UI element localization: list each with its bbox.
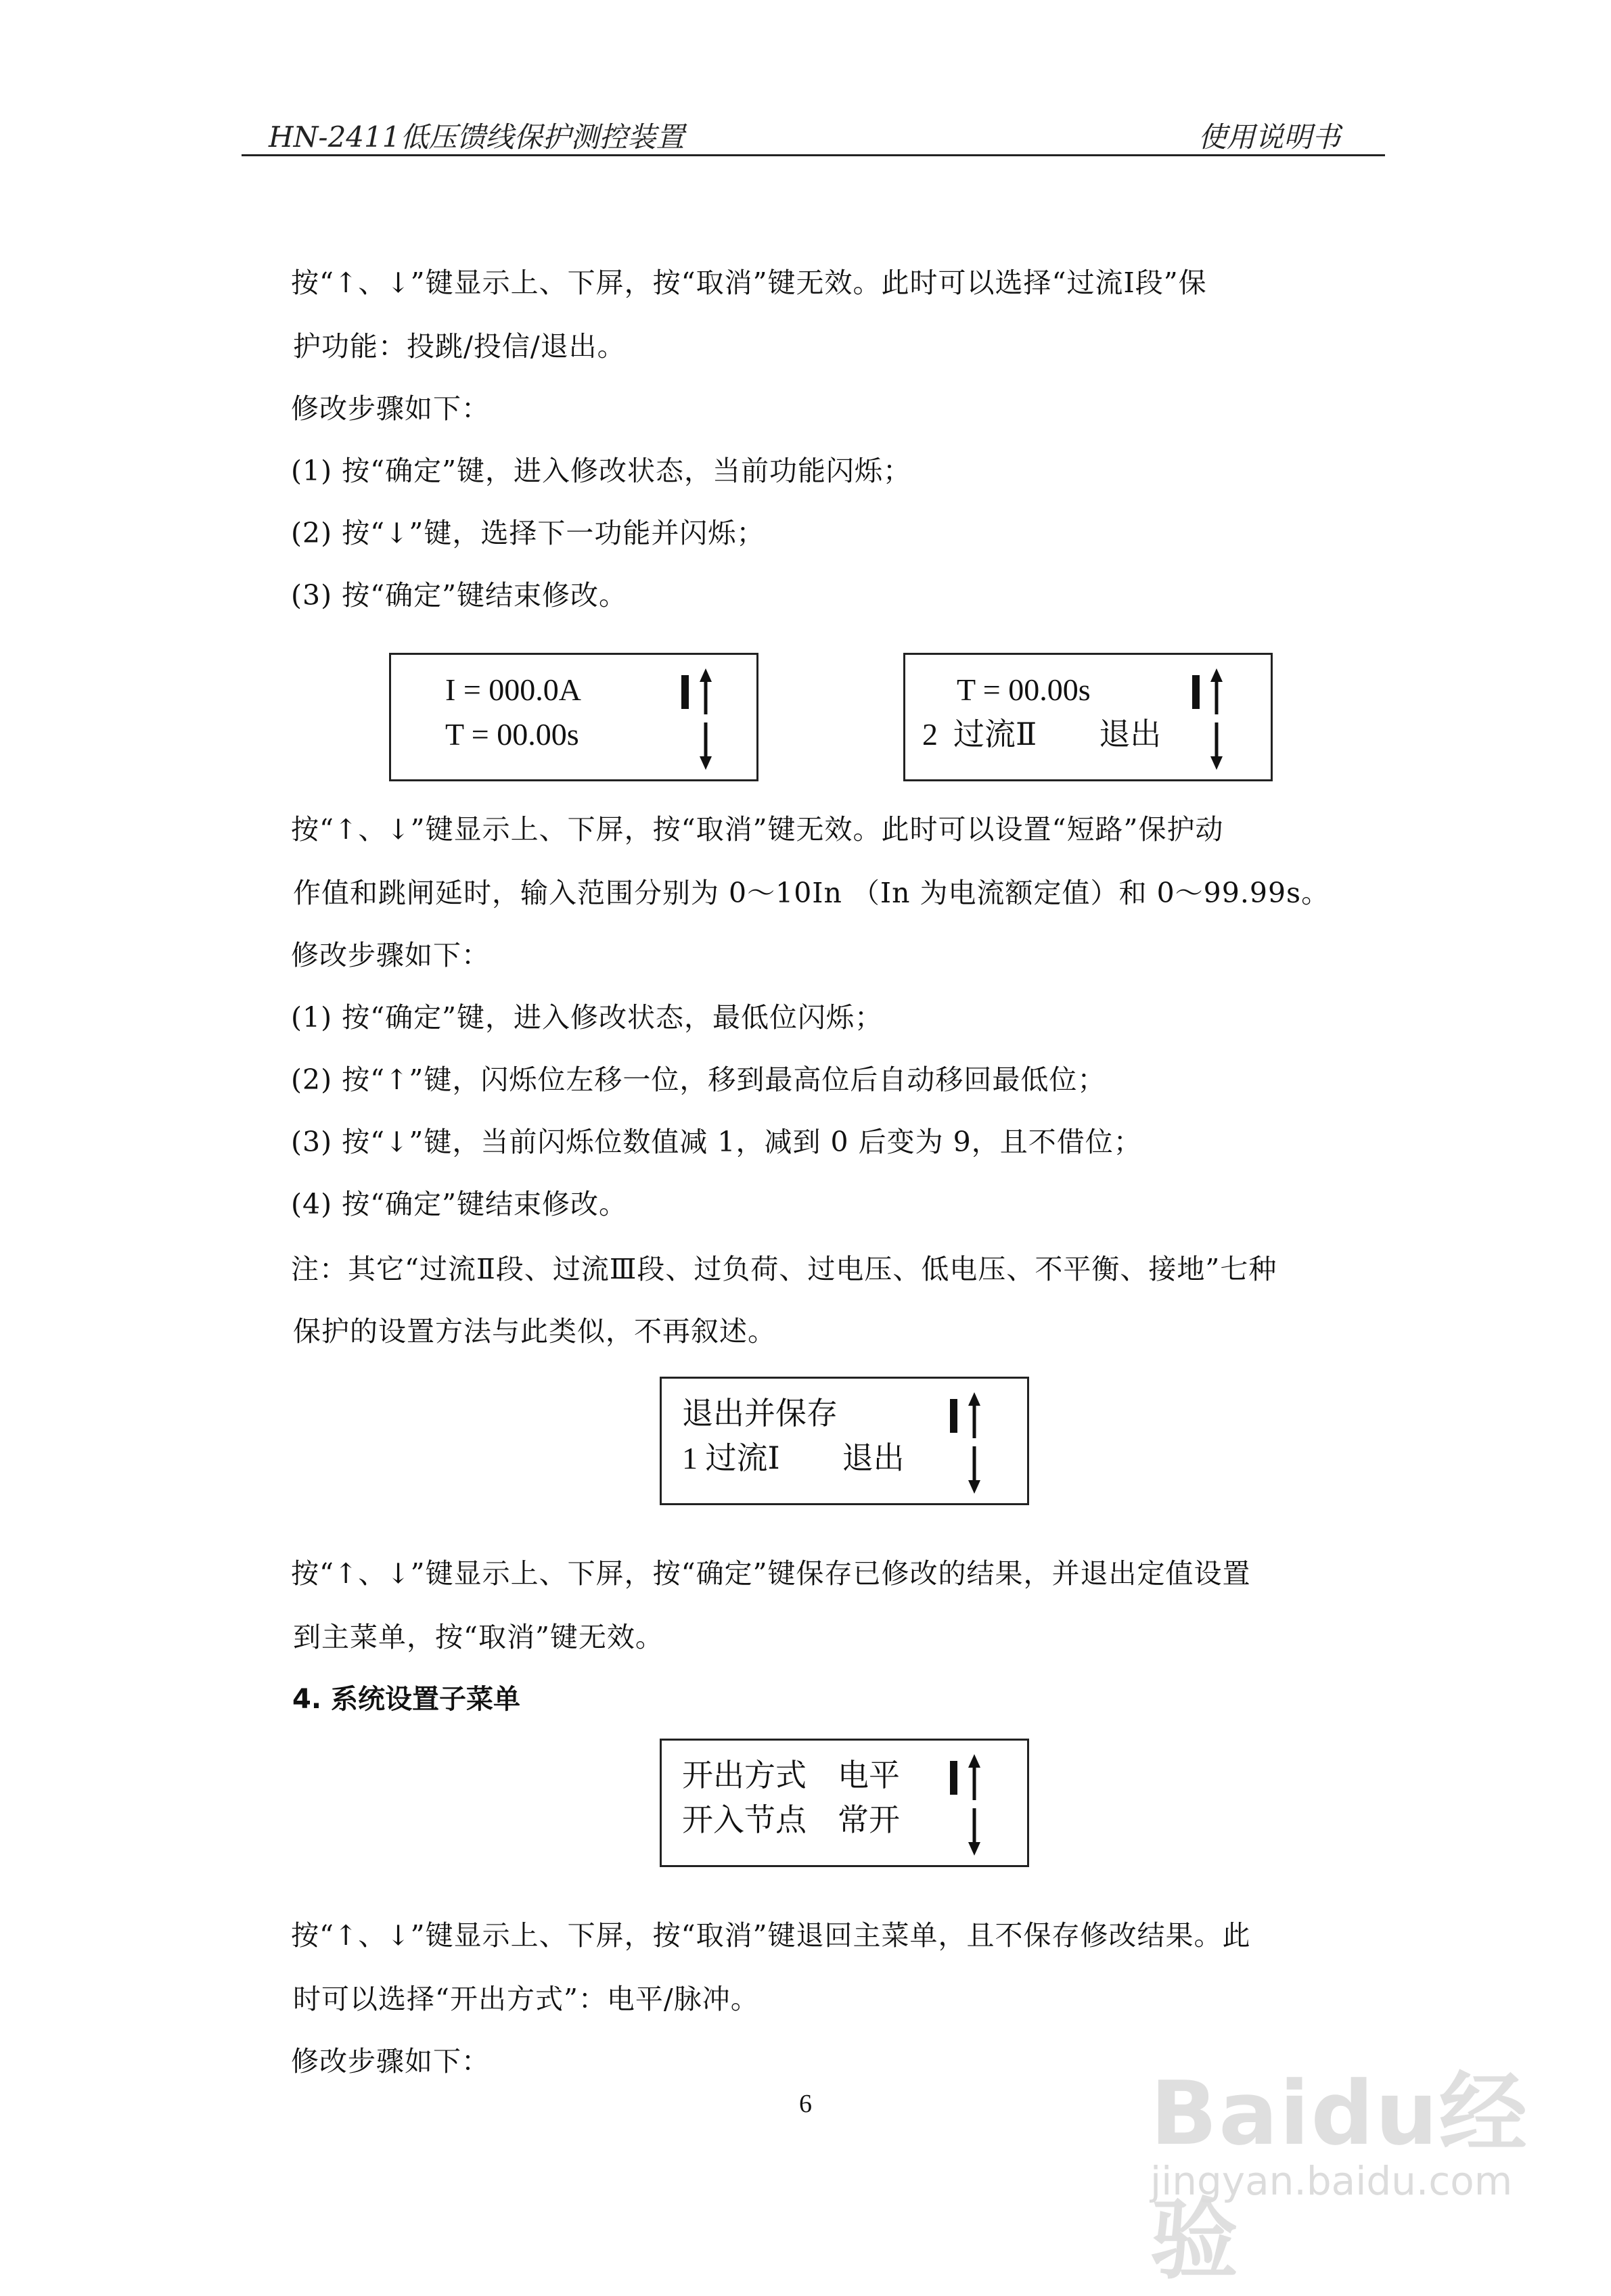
steps-title: 修改步骤如下： xyxy=(291,2045,490,2077)
step-item: (2) 按“↑”键，闪烁位左移一位，移到最高位后自动移回最低位； xyxy=(291,1063,1106,1096)
lcd-line-2: 2 过流Ⅱ 退出 xyxy=(922,717,1162,752)
lcd-line-2: 1 过流Ⅰ 退出 xyxy=(682,1441,905,1475)
section-heading: 4. 系统设置子菜单 xyxy=(292,1684,520,1715)
lcd-cursor xyxy=(1192,675,1200,709)
arrow-down-icon xyxy=(966,1446,982,1494)
paragraph: 按“↑、↓”键显示上、下屏，按“取消”键无效。此时可以设置“短路”保护动 xyxy=(291,813,1224,846)
header-title: HN-2411低压馈线保护测控装置 xyxy=(269,120,685,154)
step-item: (3) 按“确定”键结束修改。 xyxy=(291,579,628,612)
arrow-up-icon xyxy=(966,1754,982,1801)
lcd-line-1: 退出并保存 xyxy=(682,1396,838,1431)
lcd-line-1: T = 00.00s xyxy=(957,672,1091,707)
watermark-logo: Baidu经验 xyxy=(1150,2062,1528,2291)
step-item: (1) 按“确定”键，进入修改状态，当前功能闪烁； xyxy=(291,455,912,487)
arrow-down-icon xyxy=(966,1808,982,1856)
arrow-up-icon xyxy=(698,668,714,716)
lcd-cursor xyxy=(950,1761,957,1795)
step-item: (2) 按“↓”键，选择下一功能并闪烁； xyxy=(291,517,765,549)
lcd-line-2: 开入节点 常开 xyxy=(682,1803,900,1837)
paragraph-continuation: 到主菜单，按“取消”键无效。 xyxy=(293,1621,664,1653)
arrow-down-icon xyxy=(1208,722,1225,770)
watermark-url: jingyan.baidu.com xyxy=(1150,2158,1513,2204)
lcd-screen-system-settings xyxy=(660,1739,1029,1867)
arrow-up-icon xyxy=(966,1392,982,1440)
steps-title: 修改步骤如下： xyxy=(291,939,490,971)
arrow-up-icon xyxy=(1208,668,1225,716)
header-doc-type: 使用说明书 xyxy=(1198,120,1340,154)
page-number: 6 xyxy=(799,2090,812,2118)
lcd-line-1: I = 000.0A xyxy=(445,672,581,707)
step-item: (1) 按“确定”键，进入修改状态，最低位闪烁； xyxy=(291,1001,884,1034)
note: 注：其它“过流Ⅱ段、过流Ⅲ段、过负荷、过电压、低电压、不平衡、接地”七种 xyxy=(291,1253,1277,1285)
lcd-cursor xyxy=(681,675,689,709)
step-item: (3) 按“↓”键，当前闪烁位数值减 1，减到 0 后变为 9，且不借位； xyxy=(291,1126,1142,1158)
lcd-screen-setting-overcurrent-2 xyxy=(903,653,1273,781)
paragraph-continuation: 护功能：投跳/投信/退出。 xyxy=(293,330,626,363)
lcd-cursor xyxy=(950,1399,957,1433)
paragraph-continuation: 时可以选择“开出方式”：电平/脉冲。 xyxy=(293,1983,759,2015)
paragraph-continuation: 作值和跳闸延时，输入范围分别为 0～10In （In 为电流额定值）和 0～99.99s。 xyxy=(293,877,1330,909)
lcd-line-2: T = 00.00s xyxy=(445,717,579,752)
steps-title: 修改步骤如下： xyxy=(291,392,490,425)
arrow-down-icon xyxy=(698,722,714,770)
step-item: (4) 按“确定”键结束修改。 xyxy=(291,1188,628,1220)
lcd-line-1: 开出方式 电平 xyxy=(682,1758,900,1793)
paragraph: 按“↑、↓”键显示上、下屏，按“取消”键无效。此时可以选择“过流Ⅰ段”保 xyxy=(291,267,1207,299)
lcd-screen-exit-save xyxy=(660,1377,1029,1505)
paragraph: 按“↑、↓”键显示上、下屏，按“确定”键保存已修改的结果，并退出定值设置 xyxy=(291,1557,1251,1590)
header-rule xyxy=(242,154,1385,156)
note-continuation: 保护的设置方法与此类似，不再叙述。 xyxy=(293,1315,776,1348)
paragraph: 按“↑、↓”键显示上、下屏，按“取消”键退回主菜单，且不保存修改结果。此 xyxy=(291,1919,1251,1952)
lcd-screen-setting-current xyxy=(389,653,758,781)
